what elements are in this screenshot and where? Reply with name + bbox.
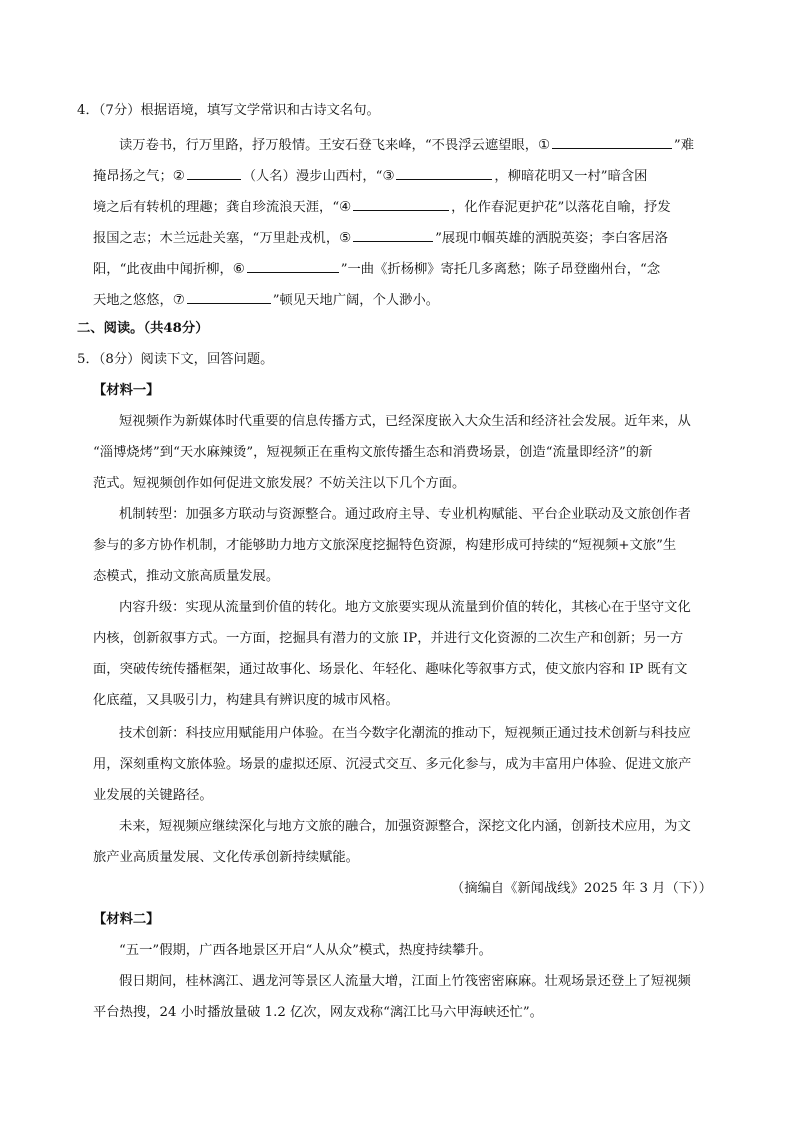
answer-blank-3[interactable]: [396, 165, 492, 180]
q4-text: 天地之悠悠，: [93, 293, 173, 308]
material-1-line: 旅产业高质量发展、文化传承创新持续赋能。: [93, 850, 359, 865]
answer-blank-7[interactable]: [187, 289, 271, 304]
material-1-line: 内容升级：实现从流量到价值的转化。地方文旅要实现从流量到价值的转化，其核心在于坚守文化: [119, 600, 691, 615]
material-1-line: 参与的多方协作机制，才能够助力地方文旅深度挖掘特色资源，构建形成可持续的“短视频+文旅”生: [93, 538, 677, 553]
material-2-title: 【材料二】: [93, 912, 160, 927]
q4-line-2: [93, 165, 647, 186]
q4-line-1: [119, 134, 694, 155]
q4-text: ”顿见天地广阔，个人渺小。: [272, 293, 440, 308]
blank-number-6: ⑥: [232, 262, 245, 277]
answer-blank-6[interactable]: [247, 258, 339, 273]
material-1-source: （摘编自《新闻战线》2025 年 3 月（下））: [450, 881, 712, 896]
material-1-line: 业发展的关键路径。: [93, 788, 213, 803]
blank-number-2: ②: [172, 169, 185, 184]
blank-number-4: ④: [339, 200, 352, 215]
q4-line-6: [93, 289, 439, 310]
answer-blank-4[interactable]: [353, 196, 449, 211]
material-1-line: 未来，短视频应继续深化与地方文旅的融合，加强资源整合，深挖文化内涵，创新技术应用，为文: [119, 819, 691, 834]
material-1-line: 范式。短视频创作如何促进文旅发展？不妨关注以下几个方面。: [93, 476, 466, 491]
material-1-line: 态模式，推动文旅高质量发展。: [93, 569, 280, 584]
blank-number-3: ③: [382, 169, 395, 184]
material-1-line: 内核，创新叙事方式。一方面，挖掘具有潜力的文旅 IP，并进行文化资源的二次生产和创新；另一方: [93, 631, 684, 646]
material-2-line: 平台热搜，24 小时播放量破 1.2 亿次，网友戏称“漓江比马六甲海峡还忙”。: [93, 1005, 543, 1020]
q4-line-4: [93, 227, 668, 248]
blank-number-5: ⑤: [339, 231, 352, 246]
q4-text: ，化作春泥更护花”以落花自喻，抒发: [451, 200, 671, 215]
q4-line-3: [93, 196, 671, 217]
question-4-heading: 4．（7分）根据语境，填写文学常识和古诗文名句。: [77, 103, 380, 118]
q4-line-5: [93, 258, 660, 279]
material-2-line: 假日期间，桂林漓江、遇龙河等景区人流量大增，江面上竹筏密密麻麻。壮观场景还登上了短视频: [119, 974, 691, 989]
material-1-line: 面，突破传统传播框架，通过故事化、场景化、年轻化、趣味化等叙事方式，使文旅内容和 IP 既有文: [93, 662, 688, 677]
blank-number-1: ①: [538, 138, 550, 153]
blank-number-7: ⑦: [172, 293, 185, 308]
material-1-line: 短视频作为新媒体时代重要的信息传播方式，已经深度嵌入大众生活和经济社会发展。近年来，从: [119, 414, 691, 429]
answer-blank-2[interactable]: [187, 165, 241, 180]
material-1-title: 【材料一】: [93, 383, 160, 398]
material-1-line: 机制转型：加强多方联动与资源整合。通过政府主导、专业机构赋能、平台企业联动及文旅创作者: [119, 507, 691, 522]
material-1-line: 技术创新：科技应用赋能用户体验。在当今数字化潮流的推动下，短视频正通过技术创新与科技应: [119, 726, 691, 741]
material-1-line: 化底蕴，又具吸引力，构建具有辨识度的城市风格。: [93, 693, 399, 708]
answer-blank-5[interactable]: [353, 227, 433, 242]
q4-text: ，柳暗花明又一村”暗含困: [494, 169, 648, 184]
q4-text: ”难: [673, 138, 695, 153]
q4-text: 境之后有转机的理趣；龚自珍流浪天涯，“: [93, 200, 340, 215]
q4-text: ”一曲《折杨柳》寄托几多离愁；陈子昂登幽州台，“念: [340, 262, 661, 277]
section-heading: 二、阅读。（共48分）: [77, 321, 209, 336]
q4-text: 阳，“此夜曲中闻折柳，: [93, 262, 233, 277]
q4-text: 报国之志；木兰远赴关塞，“万里赴戎机，: [93, 231, 340, 246]
q4-text: （人名）漫步山西村，“: [242, 169, 383, 184]
q4-text: 掩昂扬之气；: [93, 169, 173, 184]
answer-blank-1[interactable]: [552, 134, 672, 149]
question-5-heading: 5．（8分）阅读下文，回答问题。: [77, 352, 274, 367]
material-1-line: 用，深刻重构文旅体验。场景的虚拟还原、沉浸式交互、多元化参与，成为丰富用户体验、促进文旅产: [93, 757, 692, 772]
material-1-line: “淄博烧烤”到“天水麻辣烫”，短视频正在重构文旅传播生态和消费场景，创造“流量即经济”的新: [93, 445, 653, 460]
q4-text: ”展现巾帼英雄的洒脱英姿；李白客居洛: [435, 231, 668, 246]
q4-text: 读万卷书，行万里路，抒万般情。王安石登飞来峰，“不畏浮云遮望眼，: [119, 138, 538, 153]
material-2-line: “五一”假期，广西各地景区开启“人从众”模式，热度持续攀升。: [119, 943, 492, 958]
